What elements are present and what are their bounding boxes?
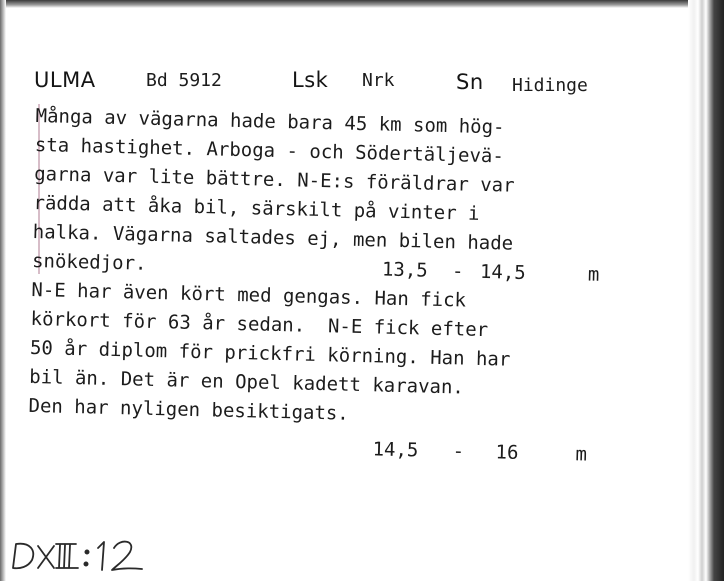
figure-dash: -: [451, 260, 464, 283]
text-line: halka. Vägarna saltades ej, men bilen hade: [32, 220, 514, 255]
figure-unit: m: [587, 263, 600, 286]
parish-name: Hidinge: [512, 75, 588, 96]
text-line: Den har nyligen besiktigats.: [28, 394, 350, 425]
handwritten-signature: [10, 532, 160, 576]
text-line: rädda att åka bil, särskilt på vinter i: [33, 191, 480, 225]
figure-from: 14,5: [372, 438, 419, 462]
county-label: Lsk: [292, 68, 329, 92]
figure-to: 16: [495, 441, 519, 464]
parish-code: ULMA: [34, 68, 96, 92]
text-line: 50 år diplom för prickfri körning. Han har: [29, 336, 511, 371]
text-line: N-E har även kört med gengas. Han fick: [31, 278, 467, 312]
figure-from: 13,5: [381, 258, 429, 282]
figure-unit: m: [575, 443, 588, 466]
volume-number: Bd 5912: [146, 70, 222, 91]
card-header: [0, 68, 690, 100]
figure-dash: -: [452, 440, 465, 463]
text-line: sta hastighet. Arboga - och Södertäljevä-: [34, 133, 505, 168]
text-line: Många av vägarna hade bara 45 km som hög-: [35, 104, 505, 139]
card-body-text: [27, 102, 675, 472]
parish-label: Sn: [456, 70, 484, 94]
figure-to: 14,5: [479, 260, 527, 285]
text-line: snökedjor.: [31, 249, 147, 275]
card-stack-edge: [688, 0, 724, 581]
text-line: garna var lite bättre. N-E:s föräldrar var: [33, 162, 515, 197]
scan-top-shadow: [0, 0, 724, 8]
text-line: bil än. Det är en Opel kadett karavan.: [29, 365, 465, 399]
county-value: Nrk: [362, 70, 395, 91]
text-line: körkort för 63 år sedan. N-E fick efter: [30, 307, 489, 342]
